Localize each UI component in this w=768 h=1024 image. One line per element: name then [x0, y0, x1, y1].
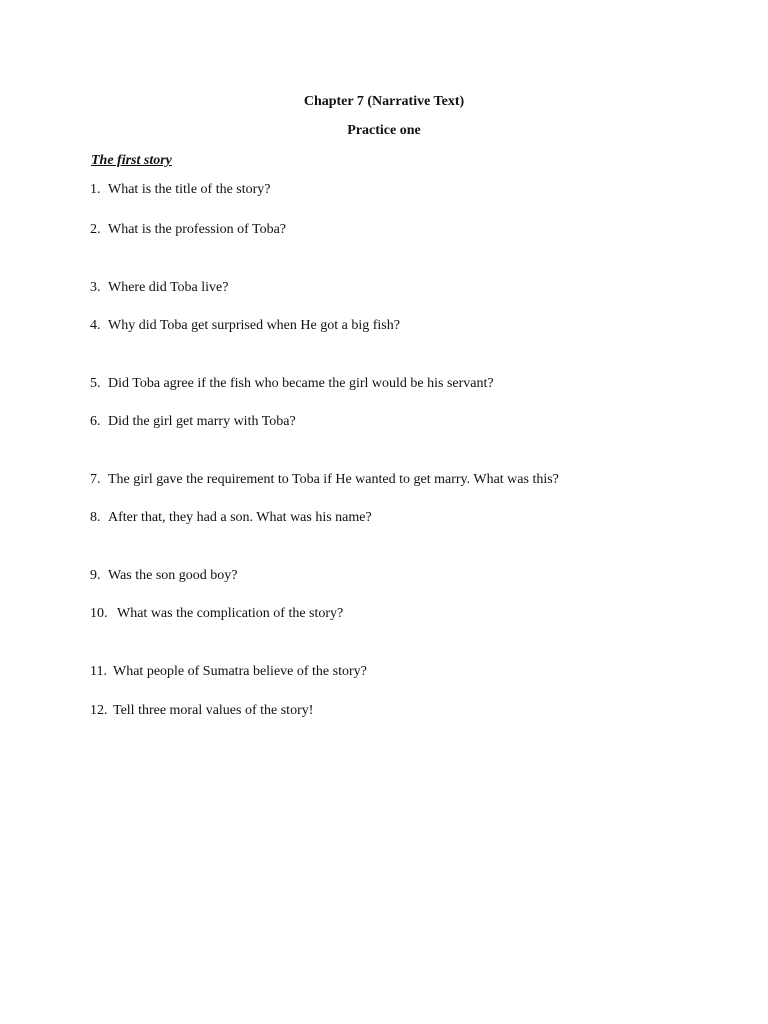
document-title: Chapter 7 (Narrative Text) [303, 94, 465, 109]
question-text: What is the profession of Toba? [108, 222, 286, 237]
question-number: 2. [90, 222, 101, 237]
question-text: What was the complication of the story? [117, 606, 344, 621]
question-number: 10. [90, 606, 108, 621]
question-item [90, 664, 367, 680]
question-item [90, 472, 559, 488]
question-text: After that, they had a son. What was his name? [108, 510, 372, 525]
question-item [90, 222, 286, 238]
question-number: 8. [90, 510, 101, 525]
question-item [90, 568, 238, 584]
question-number: 1. [90, 182, 101, 197]
question-number: 7. [90, 472, 101, 487]
question-text: Where did Toba live? [108, 280, 229, 295]
question-text: What is the title of the story? [108, 182, 271, 197]
question-number: 12. [90, 703, 108, 718]
question-number: 6. [90, 414, 101, 429]
question-text: Was the son good boy? [108, 568, 238, 583]
question-item [90, 606, 343, 622]
question-text: Tell three moral values of the story! [113, 703, 314, 718]
question-text: Did Toba agree if the fish who became the girl would be his servant? [108, 376, 494, 391]
question-item [90, 280, 228, 296]
question-item [90, 414, 296, 430]
question-item [90, 182, 271, 198]
section-heading: The first story [91, 153, 172, 168]
question-text: Why did Toba get surprised when He got a big fish? [108, 318, 400, 333]
question-number: 9. [90, 568, 101, 583]
question-text: The girl gave the requirement to Toba if He wanted to get marry. What was this? [108, 472, 559, 487]
question-item [90, 376, 494, 392]
question-number: 11. [90, 664, 107, 679]
question-item [90, 510, 372, 526]
document-subtitle: Practice one [347, 123, 421, 138]
question-item [90, 318, 400, 334]
question-text: Did the girl get marry with Toba? [108, 414, 296, 429]
question-number: 5. [90, 376, 101, 391]
question-text: What people of Sumatra believe of the story? [113, 664, 367, 679]
question-item [90, 703, 313, 719]
question-number: 3. [90, 280, 101, 295]
question-number: 4. [90, 318, 101, 333]
